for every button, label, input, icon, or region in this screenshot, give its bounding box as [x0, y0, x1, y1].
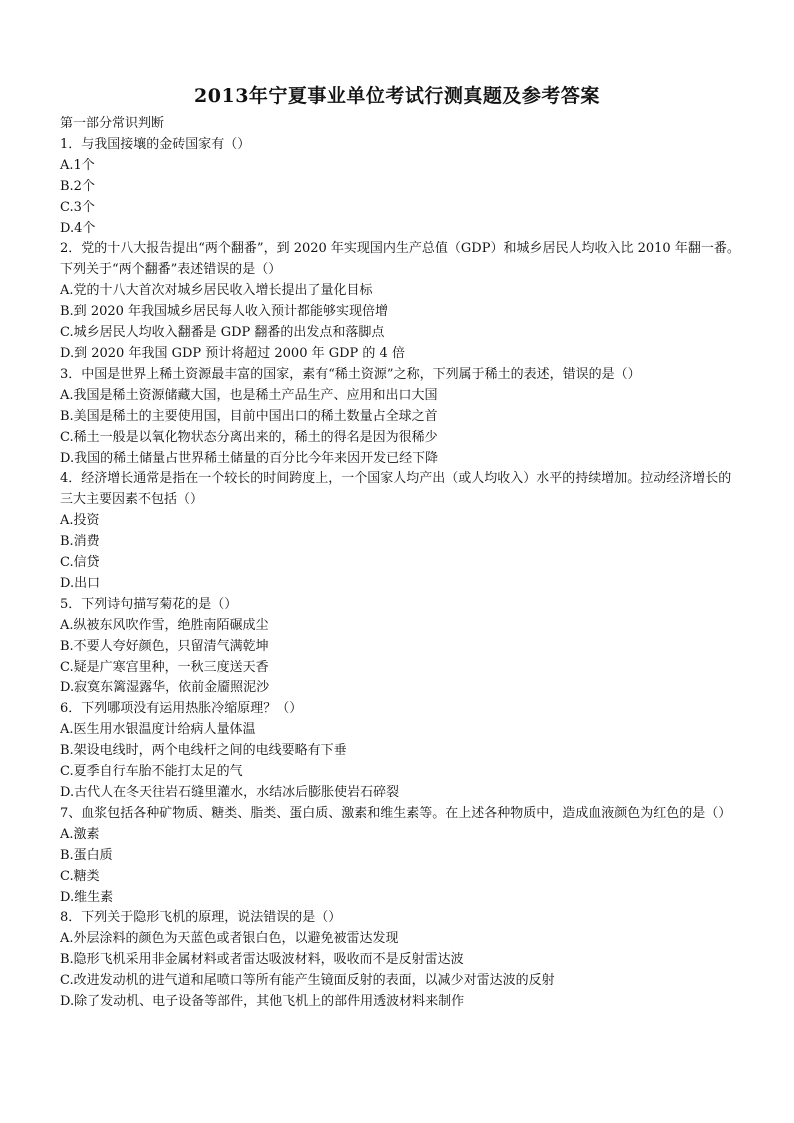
- question-stem: 2．党的十八大报告提出“两个翻番”，到 2020 年实现国内生产总值（GDP）和城乡居民人均收入比 2010 年翻一番。下列关于“两个翻番”表述错误的是（）: [60, 241, 740, 278]
- question-option: A.外层涂料的颜色为天蓝色或者银白色，以避免被雷达发现: [60, 931, 399, 947]
- question-option: C.疑是广寒宫里种，一秋三度送天香: [60, 659, 269, 675]
- question-option: D.寂寞东篱湿露华，依前金靥照泥沙: [60, 680, 270, 696]
- question-stem: 8．下列关于隐形飞机的原理，说法错误的是（）: [60, 910, 342, 926]
- question-option: C.改进发动机的进气道和尾喷口等所有能产生镜面反射的表面，以减少对雷达波的反射: [60, 973, 555, 989]
- question-option: B.消费: [60, 534, 100, 550]
- question-option: B.美国是稀土的主要使用国，目前中国出口的稀土数量占全球之首: [60, 408, 438, 424]
- question-option: D.出口: [60, 575, 101, 591]
- question-option: C.3个: [60, 199, 95, 215]
- question-option: B.隐形飞机采用非金属材料或者雷达吸波材料，吸收而不是反射雷达波: [60, 952, 464, 968]
- question-option: D.维生素: [60, 889, 114, 905]
- question-option: C.信贷: [60, 555, 100, 571]
- question-option: A.激素: [60, 826, 100, 842]
- question-stem: 6．下列哪项没有运用热胀冷缩原理？（）: [60, 701, 303, 717]
- question-option: A.投资: [60, 513, 100, 529]
- question-option: A.我国是稀土资源储藏大国，也是稀土产品生产、应用和出口大国: [60, 387, 438, 403]
- question-option: D.我国的稀土储量占世界稀土储量的百分比今年来因开发已经下降: [60, 450, 439, 466]
- question-stem: 5．下列诗句描写菊花的是（）: [60, 596, 238, 612]
- question-option: C.城乡居民人均收入翻番是 GDP 翻番的出发点和落脚点: [60, 325, 385, 341]
- document-title: 2013年宁夏事业单位考试行测真题及参考答案: [194, 85, 600, 107]
- question-option: A.医生用水银温度计给病人量体温: [60, 722, 256, 738]
- question-option: B.到 2020 年我国城乡居民每人收入预计都能够实现倍增: [60, 304, 389, 320]
- question-option: D.4个: [60, 220, 96, 236]
- question-6: [60, 699, 740, 804]
- question-8: [60, 908, 740, 1013]
- section-heading: 第一部分常识判断: [60, 116, 165, 131]
- question-option: C.夏季自行车胎不能打太足的气: [60, 764, 243, 780]
- question-option: B.架设电线时，两个电线杆之间的电线要略有下垂: [60, 743, 347, 759]
- question-2: [60, 239, 740, 364]
- document-body: [60, 114, 740, 1013]
- question-option: D.古代人在冬天往岩石缝里灌水，水结冰后膨胀使岩石碎裂: [60, 785, 400, 800]
- question-1: [60, 135, 740, 240]
- question-option: A.纵被东风吹作雪，绝胜南陌碾成尘: [60, 617, 269, 633]
- question-option: D.到 2020 年我国 GDP 预计将超过 2000 年 GDP 的 4 倍: [60, 345, 405, 361]
- question-5: [60, 595, 740, 700]
- question-4: [60, 469, 740, 594]
- question-option: C.糖类: [60, 868, 100, 884]
- question-stem: 4．经济增长通常是指在一个较长的时间跨度上，一个国家人均产出（或人均收入）水平的持续增加。拉动经济增长的三大主要因素不包括（）: [60, 471, 732, 508]
- question-option: C.稀土一般是以氧化物状态分离出来的，稀土的得名是因为很稀少: [60, 429, 438, 445]
- question-3: [60, 365, 740, 470]
- question-option: A.党的十八大首次对城乡居民收入增长提出了量化目标: [60, 283, 373, 299]
- question-option: D.除了发动机、电子设备等部件，其他飞机上的部件用透波材料来制作: [60, 994, 465, 1010]
- question-option: B.2个: [60, 178, 95, 194]
- question-stem: 1．与我国接壤的金砖国家有（）: [60, 136, 251, 152]
- question-stem: 3．中国是世界上稀土资源最丰富的国家，素有“稀土资源”之称，下列属于稀土的表述，错误的是（）: [60, 366, 641, 382]
- question-7: [60, 804, 740, 909]
- question-stem: 7、血浆包括各种矿物质、糖类、脂类、蛋白质、激素和维生素等。在上述各种物质中，造成血液颜色为红色的是（）: [60, 805, 732, 821]
- question-option: A.1个: [60, 157, 95, 173]
- question-option: B.蛋白质: [60, 847, 113, 863]
- question-option: B.不要人夸好颜色，只留清气满乾坤: [60, 638, 269, 654]
